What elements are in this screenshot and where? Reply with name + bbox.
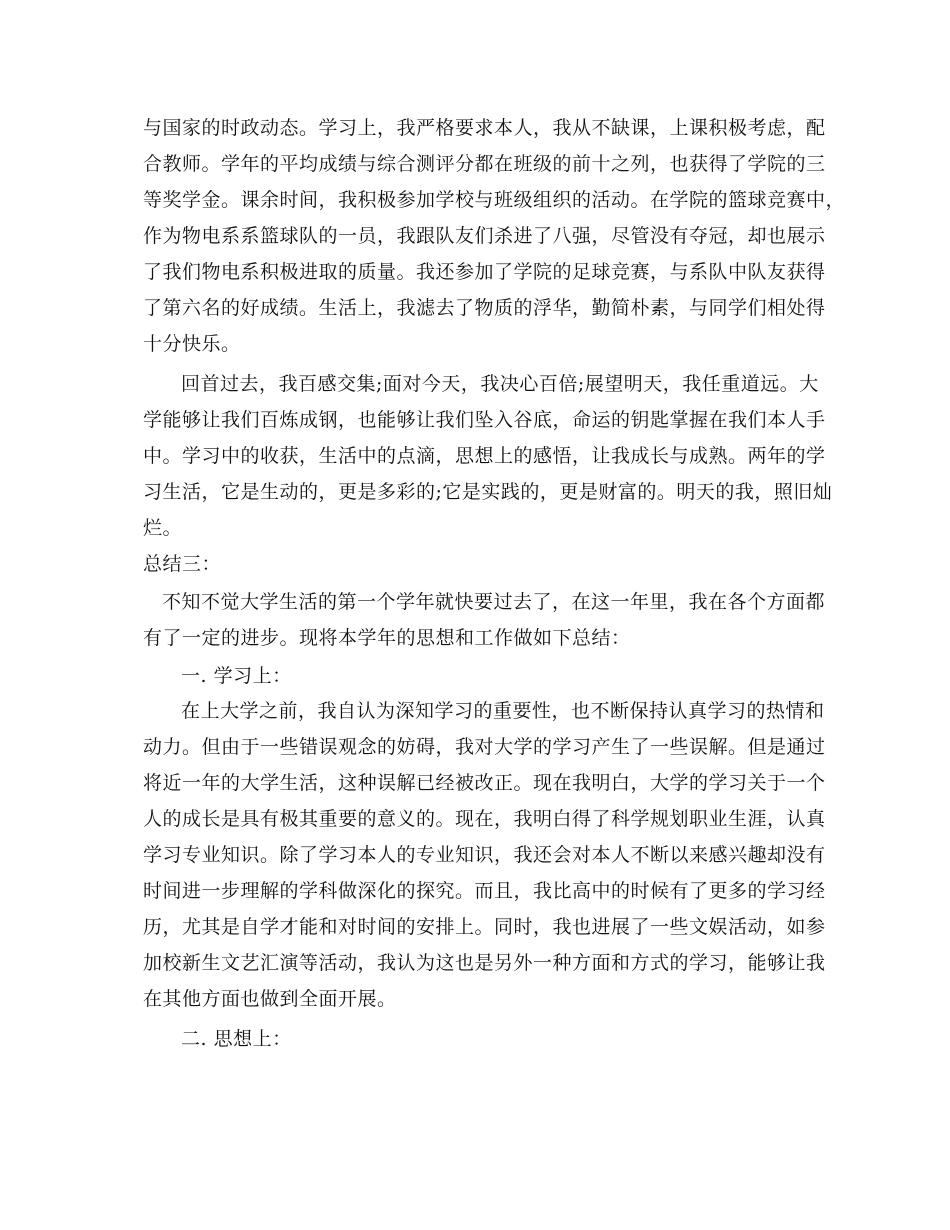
text-line: 与国家的时政动态。学习上，我严格要求本人，我从不缺课，上课积极考虑，配 bbox=[143, 117, 826, 139]
text-line: 人的成长是具有极其重要的意义的。现在，我明白得了科学规划职业生涯，认真 bbox=[143, 808, 826, 830]
text-line: 时间进一步理解的学科做深化的探究。而且，我比高中的时候有了更多的学习经 bbox=[143, 880, 826, 902]
text-line: 动力。但由于一些错误观念的妨碍，我对大学的学习产生了一些误解。但是通过 bbox=[143, 736, 826, 758]
text-line: 学能够让我们百炼成钢，也能够让我们坠入谷底，命运的钥匙掌握在我们本人手 bbox=[143, 409, 826, 431]
text-line: 等奖学金。课余时间，我积极参加学校与班级组织的活动。在学院的篮球竞赛中， bbox=[143, 189, 846, 211]
text-line: 烂。 bbox=[143, 517, 183, 539]
text-line: 学习专业知识。除了学习本人的专业知识，我还会对本人不断以来感兴趣却没有 bbox=[143, 844, 826, 866]
text-line: 合教师。学年的平均成绩与综合测评分都在班级的前十之列，也获得了学院的三 bbox=[143, 153, 826, 175]
text-line: 在上大学之前，我自认为深知学习的重要性，也不断保持认真学习的热情和 bbox=[181, 700, 825, 722]
text-line: 作为物电系系篮球队的一员，我跟队友们杀进了八强，尽管没有夺冠，却也展示 bbox=[143, 225, 826, 247]
section-heading: 总结三： bbox=[143, 553, 222, 575]
subsection-heading: 一. 学习上： bbox=[181, 665, 292, 687]
text-line: 历，尤其是自学才能和对时间的安排上。同时，我也进展了一些文娱活动，如参 bbox=[143, 916, 826, 938]
text-line: 中。学习中的收获，生活中的点滴，思想上的感悟，让我成长与成熟。两年的学 bbox=[143, 445, 826, 467]
text-line: 回首过去，我百感交集;面对今天，我决心百倍;展望明天，我任重道远。大 bbox=[181, 373, 819, 395]
text-line: 了我们物电系积极进取的质量。我还参加了学院的足球竞赛，与系队中队友获得 bbox=[143, 261, 826, 283]
text-line: 了第六名的好成绩。生活上，我滤去了物质的浮华，勤简朴素，与同学们相处得 bbox=[143, 297, 826, 319]
subsection-heading: 二. 思想上： bbox=[181, 1028, 292, 1050]
text-line: 不知不觉大学生活的第一个学年就快要过去了，在这一年里，我在各个方面都 bbox=[162, 591, 826, 613]
text-line: 将近一年的大学生活，这种误解已经被改正。现在我明白，大学的学习关于一个 bbox=[143, 772, 826, 794]
text-line: 有了一定的进步。现将本学年的思想和工作做如下总结： bbox=[143, 627, 631, 649]
text-line: 习生活，它是生动的，更是多彩的;它是实践的，更是财富的。明天的我，照旧灿 bbox=[143, 481, 833, 503]
text-line: 十分快乐。 bbox=[143, 333, 241, 355]
text-line: 加校新生文艺汇演等活动，我认为这也是另外一种方面和方式的学习，能够让我 bbox=[143, 952, 826, 974]
text-line: 在其他方面也做到全面开展。 bbox=[143, 988, 397, 1010]
